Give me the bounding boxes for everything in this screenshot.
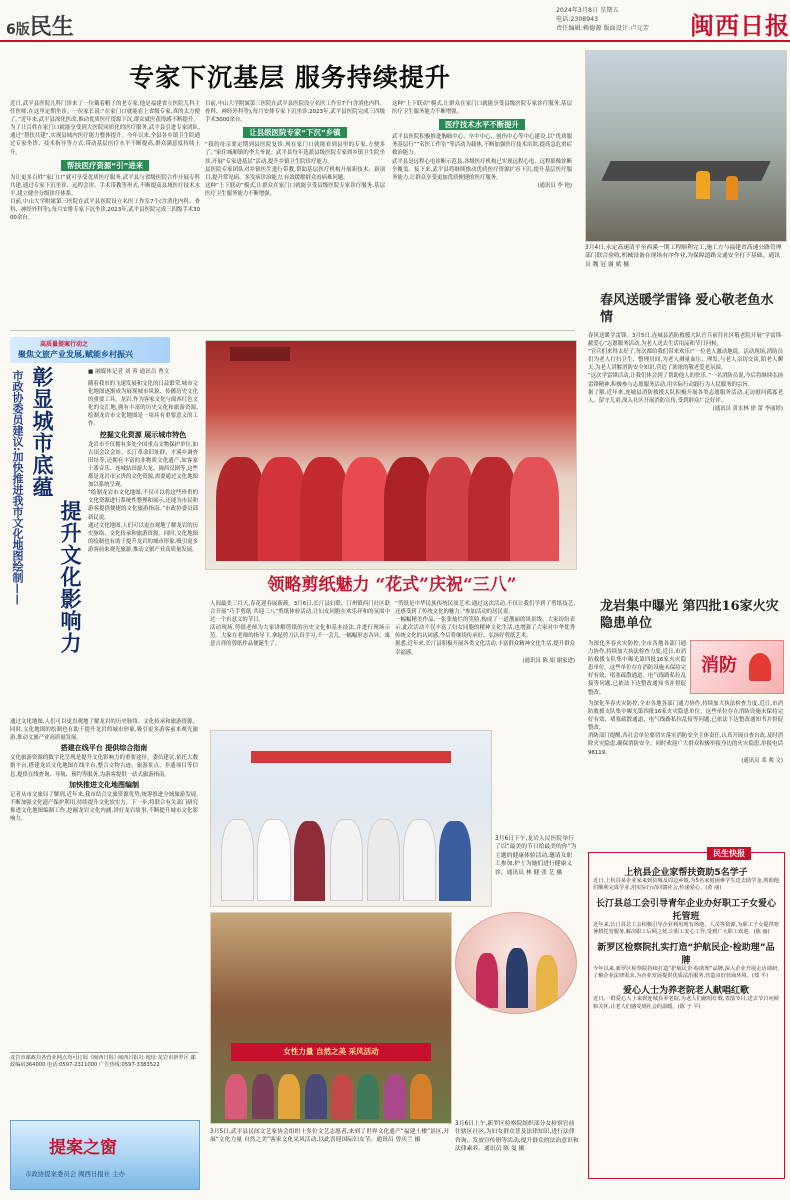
- article1-p9: 武平县是远程心电诊断示范县,各级医疗机构已实现远程心电、远程影像诊断全覆盖。接下来,武平县将继续推动优质医疗资源扩容下沉,提升基层医疗服务能力,让群众享受更加优质便捷的医疗服务。: [392, 158, 572, 181]
- banner-top: 高质量提案行动之: [40, 341, 89, 348]
- page-header: [0, 0, 790, 42]
- footer-info: 龙岩市邮政局各营业网点均可订阅《闽西日报》·闽西日报社 地址:龙岩市新罗区 邮政编码364000 电话:0597-2311000 广告热线:0597-3383522: [10, 1052, 198, 1117]
- procuratorate-photo-caption: 3月6日上午,新罗区检察院组织部分女检察官前往辖区社区,为妇女群众普及法律知识,进行法律咨询、发放宣传册等活动,提升群众的法治意识和法律素养。通讯员 陈 曼 摄: [455, 1121, 579, 1153]
- article1-p7b: 这种“上下联动”模式,让群众在家门口就能享受县级医院专家诊疗服务,基层医疗卫生服务能力不断增强。: [392, 101, 572, 116]
- article1-p4: 目前,中山大学附属第三医院在武平县医院设立名医工作室7个(含消化内科、骨科、神经外科等),每月安排专家下沉坐诊,2023年,武平县医院完成三四级手术3000余台。: [10, 199, 200, 222]
- article2-lead: 市政协委员建议:加快推进我市文化地图绘制——: [11, 370, 24, 606]
- article1-col3: [392, 100, 572, 330]
- brief-item-title: 长汀县总工会引导青年企业办好职工子女爱心托管班: [595, 898, 776, 922]
- article1-headline: 专家下沉基层 服务持续提升: [129, 63, 451, 92]
- brief-item-title: 上杭县企业家帮扶资助5名学子: [624, 868, 748, 878]
- papercut-event-photo: [205, 340, 577, 570]
- person: [510, 457, 559, 561]
- article2-p1: 随着我市的飞速发展和文化的日益繁荣,城市文化地图逐渐成为展现城市风貌、传播历史文化的重要工具。龙岩,作为客家文化与闽西红色文化的交汇地,拥有丰富的历史文化和旅游资源,绘制龙岩市文化地图是一项具有重要意义的工作。: [88, 381, 198, 428]
- article3-p2: 活动现场,剪纸老师为大家讲解剪纸的历史文化和基本技法,并进行现场示范。大家在老师的指导下,拿起剪刀认真学习,不一会儿,一幅幅形态各异、寓意吉祥的剪纸作品便诞生了。: [210, 625, 390, 648]
- article1-p3: 为让更多百姓“家门口”就可享受优质医疗服务,武平县与省级医院合作开展专科共建,通过专家下沉坐诊、远程会诊、手术带教等形式,不断提高县域医疗技术水平,建立健全分级诊疗体系。: [10, 174, 200, 197]
- proposal-title: 提案之窗: [49, 1138, 117, 1158]
- fire-p1a: 为深化冬春火灾防控,全市各地各部门通力协作,持续加大执法检查力度,近日,市消防救援支队集中曝光第四批16家火灾隐患单位。这些单位存在消防设施未保持完好有效、堵塞疏散通道、电气线路私拉乱接等问题,已依法下达整改通知书并督促整改。: [588, 641, 686, 696]
- article1-sub1: 帮扶医疗资源“引”进来: [61, 160, 149, 171]
- paper-logo: 闽西日报: [690, 11, 790, 40]
- person: [331, 1074, 353, 1119]
- article3-p3: “剪纸是中华民族传统民间艺术,通过这次活动,不仅让我们学到了剪纸技艺,还感受到了传统文化的魅力。”参加活动的居民说。: [395, 601, 575, 616]
- article3-p4: 一幅幅精美作品,一张张灿烂的笑脸,构成了一道靓丽的风景线。大家纷纷表示,此次活动不仅丰富了妇女同胞的精神文化生活,也增强了大家对中华优秀传统文化的认同感,今后将继续传承好、弘扬好剪纸艺术。: [395, 617, 575, 640]
- person: [221, 819, 254, 901]
- nurses-group: [221, 801, 481, 901]
- tulou-photo: [210, 912, 452, 1124]
- person: [439, 821, 470, 901]
- article2-p2: 龙岩市不仅拥有多处全国重点文物保护单位,如古田会议会址、长汀革命旧址群、才溪乡调查旧址等,还拥有丰富的非物质文化遗产,如客家十番音乐、连城姑田游大龙、闽西汉剧等,这些都是龙岩市宝贵的文化资源,需要通过文化地图加以系统呈现。: [88, 441, 198, 489]
- person: [410, 1074, 432, 1119]
- article2-title-1: 彰显城市底蕴: [30, 366, 55, 498]
- person: [476, 953, 498, 1008]
- banner-main: 聚焦文旅产业发展,赋能乡村振兴: [18, 350, 134, 359]
- right-p4: 据了解,近年来,连城县消防救援大队积极开展各类志愿服务活动,走访慰问孤寡老人、留守儿童,深入社区开展消防宣传,受到群众广泛好评。: [588, 389, 783, 404]
- section-name: 民生: [29, 15, 74, 40]
- worker-figure: [696, 171, 710, 199]
- article2-title-2: 提升文化影响力: [58, 500, 83, 654]
- brief-item-title: 新罗区检察院扎实打造“护航民企·检助理”品牌: [597, 942, 775, 966]
- road-shape: [601, 161, 770, 181]
- person: [536, 955, 558, 1010]
- person: [367, 819, 400, 901]
- fire-article-part1: [588, 640, 686, 700]
- proposal-sub: 市政协提案委员会 闽西日报社 主办: [25, 1170, 125, 1178]
- fire-p2: 消防部门提醒,各社会单位要切实落实消防安全主体责任,认真开展自查自改,及时消除火灾隐患,确保消防安全。同时欢迎广大群众积极举报身边的火灾隐患,举报电话96119。: [588, 733, 783, 756]
- article1-byline: (通讯员 李 艳): [537, 182, 572, 189]
- article2-p4b: 通过文化地图,人们可以更直观地了解龙岩的历史脉络、文化传承和旅游资源。同时,文化地图的绘制也有助于提升龙岩的城市形象,吸引更多游客前来观光旅游,推动文旅产业高质量发展。: [10, 719, 198, 742]
- article1-col1: [10, 100, 200, 320]
- road-photo-caption: 3月4日,永定高速清平至西溪一期工程顺利完工,施工方与福建省高速公路管理部门联合验收,机械设备在现场有序作业,为保障道路交通安全打下基础。通讯员 魏 冠 谢 斌 摄: [585, 245, 782, 268]
- right-byline: (通讯员 黄水林 徐 蕾 李丽婷): [712, 405, 783, 412]
- article2-sub3: 加快推进文化地图编制: [69, 780, 139, 789]
- procuratorate-photo: [455, 912, 577, 1014]
- edition-label: [6, 10, 74, 41]
- person: [278, 1074, 300, 1119]
- proposal-window: [10, 1120, 200, 1190]
- brief-item-text: 近日,一群爱心人士来到连城县养老院,为老人们献唱红歌,表演节目,送去节日问候和关怀,让老人们感受到社会的温暖。(陈 子 平): [593, 996, 779, 1010]
- article1-sub2: 让县级医院专家“下沉”乡镇: [243, 127, 346, 138]
- person: [257, 819, 290, 901]
- article3-headline: 领略剪纸魅力 “花式”庆祝“三八”: [267, 575, 517, 595]
- brief-item-text: 近年来,长汀县总工会积极引导企业利用现有场地、人员等资源,为职工子女提供寒暑假托管服务,解决职工后顾之忧,让职工安心工作,受到广大职工欢迎。(陈 丽): [593, 921, 779, 936]
- person: [225, 1074, 247, 1119]
- worker-figure: [726, 176, 738, 200]
- person: [384, 1074, 406, 1119]
- article2-col-a: [88, 380, 198, 715]
- article2-p6: 记者从市文旅局了解到,近年来,我市结合文旅资源优势,统筹推进全域旅游发展,不断加强文化遗产保护利用,持续提升文化软实力。下一步,将联合有关部门研究推进文化地图编制工作,挖掘龙岩文化内涵,讲好龙岩故事,不断提升城市文化影响力。: [10, 791, 198, 823]
- brief-items: [593, 865, 779, 1011]
- article1-p8: 武平县医院积极推进胸痛中心、卒中中心、创伤中心等中心建设,以“优质服务基层行”“名医工作室”等活动为载体,不断加强医疗技术培训,提高急危重症救治能力。: [392, 134, 572, 157]
- flame-icon: [749, 653, 771, 681]
- article2-byline: ■ 融媒体记者 刘 蓉 通讯员 曹文: [88, 369, 170, 375]
- hospital-event-photo: [210, 730, 492, 907]
- fire-brand: 消防: [701, 655, 737, 676]
- article2-banner: [10, 337, 170, 363]
- header-meta: [556, 6, 649, 33]
- article1-p4b: 目前,中山大学附属第三医院在武平县医院设立名医工作室7个(含消化内科、骨科、神经外科等),每月安排专家下沉坐诊,2023年,武平县医院完成三四级手术3000余台。: [205, 101, 385, 124]
- editor-line: 责任编辑:赖德源 版面设计:卢元芳: [556, 25, 649, 32]
- brief-box: [588, 849, 785, 1179]
- article2-p5: 文化旅游资源的数字化呈现是提升文化影响力的重要途径。委员建议,依托大数据平台,搭建龙岩文化地图在线平台,整合文物古迹、旅游景点、非遗项目等信息,提供在线查询、导航、预约等服务,为游客提供一站式旅游指南。: [10, 755, 198, 778]
- road-construction-photo: [585, 50, 787, 242]
- fire-article-part2: [588, 700, 783, 848]
- group-people: [221, 1063, 441, 1119]
- article1-p7: 这种“上下联动”模式,让群众在家门口就能享受县级医院专家诊疗服务,基层医疗卫生服务能力不断增强。: [205, 182, 385, 197]
- person: [305, 1074, 327, 1119]
- person: [294, 821, 325, 901]
- ribbon-banner: [251, 751, 451, 763]
- right-p3: “这次学雷锋活动,让我们体会到了帮助他人的快乐。”一名消防员说,今后将继续弘扬雷锋精神,积极参与志愿服务活动,用实际行动践行为人民服务的宗旨。: [588, 373, 783, 388]
- fire-p1: 为深化冬春火灾防控,全市各地各部门通力协作,持续加大执法检查力度,近日,市消防救援支队集中曝光第四批16家火灾隐患单位。这些单位存在消防设施未保持完好有效、堵塞疏散通道、电气线路私拉乱接等问题,已依法下达整改通知书并督促整改。: [588, 701, 783, 732]
- article3-col2: [395, 600, 575, 750]
- article1-intro: 近日,武平县医院儿科门诊来了一位戴着帽子的老专家,他是福建省立医院儿科主任医师,在这里定期坐诊。一位家长说:“在家门口就能看上省级专家,真的太方便了。”近年来,武平县深化医改,推动优质医疗资源下沉,群众就医获得感不断提升。: [10, 101, 200, 124]
- edition-number: 6版: [6, 22, 30, 38]
- right-article: [588, 332, 783, 587]
- divider: [10, 330, 575, 331]
- person: [506, 948, 528, 1008]
- fire-safety-graphic: [690, 640, 784, 694]
- article1-col2: [205, 100, 385, 320]
- brief-item-text: 近日,上杭县某企业家来到县城及周边乡镇,为5名家庭困难学生送去助学金,帮助他们顺利完成学业,用实际行动回馈社会,传递爱心。(黄 丽): [593, 878, 779, 892]
- article3-col1: [210, 600, 390, 725]
- date-line: 2024年3月8日 星期五: [556, 7, 619, 14]
- article3-p1: 人间最美三月天,春花迎春展新颜。3月6日,长汀县妇联、汀州镇西门社区联合开展“巧手剪纸 共迎三八”剪纸体验活动,让妇女同胞在欢乐祥和的氛围中过一个有意义的节日。: [210, 601, 390, 624]
- article2-sub1: 挖掘文化资源 展示城市特色: [99, 430, 187, 439]
- person: [252, 1074, 274, 1119]
- article2-sub2: 搭建在线平台 提供综合指南: [60, 744, 148, 753]
- tulou-photo-caption: 3月5日,武平县民间文艺家协会组织十多位文艺志愿者,来到了世界文化遗产“福建土楼”景区,开展“文化力量 自然之美”客家文化采风活动,以此喜迎国际妇女节。通讯员 曾庆兰 摄: [210, 1129, 450, 1144]
- phone-line: 电话:2308943: [556, 16, 599, 23]
- fire-headline: 龙岩集中曝光 第四批16家火灾隐患单位: [600, 599, 779, 631]
- group-banner: 女性力量 自然之美 采风活动: [231, 1043, 431, 1061]
- article1-p2: 为了让百姓在家门口就能享受到大医院同质化的医疗服务,武平县引进专家团队,通过“帮扶共建”,实现县域内医疗能力整体提升。今年以来,全县各乡镇卫生院通过专家坐诊、技术指导等方式,带动基层医疗水平不断提高,群众满意度持续上升。: [10, 125, 200, 156]
- article2-col-b: [10, 718, 198, 1038]
- person: [403, 819, 436, 901]
- person: [357, 1074, 379, 1119]
- brief-title: 民生快报: [707, 847, 751, 860]
- right-p1: 春风送暖学雷锋。3月5日,连城县消防救援大队官兵前往社区敬老院开展“学雷锋·献爱心”志愿服务活动,为老人送去生活用品和节日问候。: [588, 333, 783, 348]
- article3-p5: 据悉,近年来,长汀县积极开展各类文化活动,丰富群众精神文化生活,提升群众幸福感。: [395, 641, 575, 656]
- article1-sub3: 医疗技术水平不断提升: [439, 119, 525, 130]
- hospital-photo-caption: 3月6日下午,龙岩人民医院举行了以“最美的节日给最美的你”为主题的健康体验活动,邀请女职工参加,护士为她们进行健康义诊。通讯员 林 健 张 艺 摄: [495, 836, 577, 876]
- brief-item-text: 今年以来,新罗区检察院持续打造“护航民企·检助理”品牌,深入企业开展走访调研,了解企业法律需求,为企业发展提供优质法治服务,营造良好营商环境。(郑 平): [593, 965, 779, 980]
- banner-sign: [230, 347, 290, 361]
- article3-byline: (通讯员 陈 娟 谢家进): [522, 657, 575, 664]
- brief-item-title: 爱心人士为养老院老人献唱红歌: [622, 986, 749, 997]
- article1-p6: 县医院专家团队对乡镇医生进行带教,帮助基层医疗机构开展新技术、新项目,提升常见病、多发病诊治能力,有效缓解群众看病难问题。: [205, 166, 385, 181]
- group-people: [216, 431, 566, 561]
- article2-p4: 通过文化地图,人们可以更直观地了解龙岩的历史脉络、文化传承和旅游资源。同时,文化地图的绘制也有助于提升龙岩的城市形象,吸引更多游客前来观光旅游,推动文旅产业高质量发展。: [88, 522, 198, 553]
- fire-byline: (通讯员 邓 观 文): [741, 757, 783, 764]
- article1-p5: “我的母亲要定期到县医院复诊,现在家门口就能看到县里的专家,方便多了。”家住城厢镇的李大爷说。武平县每年选派县级医院专家到乡镇卫生院坐诊,开展“专家进基层”活动,提升乡镇卫生院诊疗能力。: [205, 142, 385, 165]
- right-p2: “官兵们来得太好了,每次都给我们带来欢乐!”一位老人激动地说。活动现场,消防员们为老人打扫卫生、整理房间,为老人测量血压、理发,与老人亲切交谈,陪老人聊天,为老人讲解消防安全知识,营造了浓浓的敬老爱老氛围。: [588, 349, 783, 372]
- article2-p3: “绘制龙岩市文化地图,不仅可以将这些珍贵的文化资源进行系统性整理和展示,还能为市民和游客提供便捷的文化旅游指南。”市政协委员邱新民说。: [88, 490, 198, 521]
- right-headline: 春风送暖学雷锋 爱心敬老鱼水情: [600, 293, 774, 325]
- person: [330, 819, 363, 901]
